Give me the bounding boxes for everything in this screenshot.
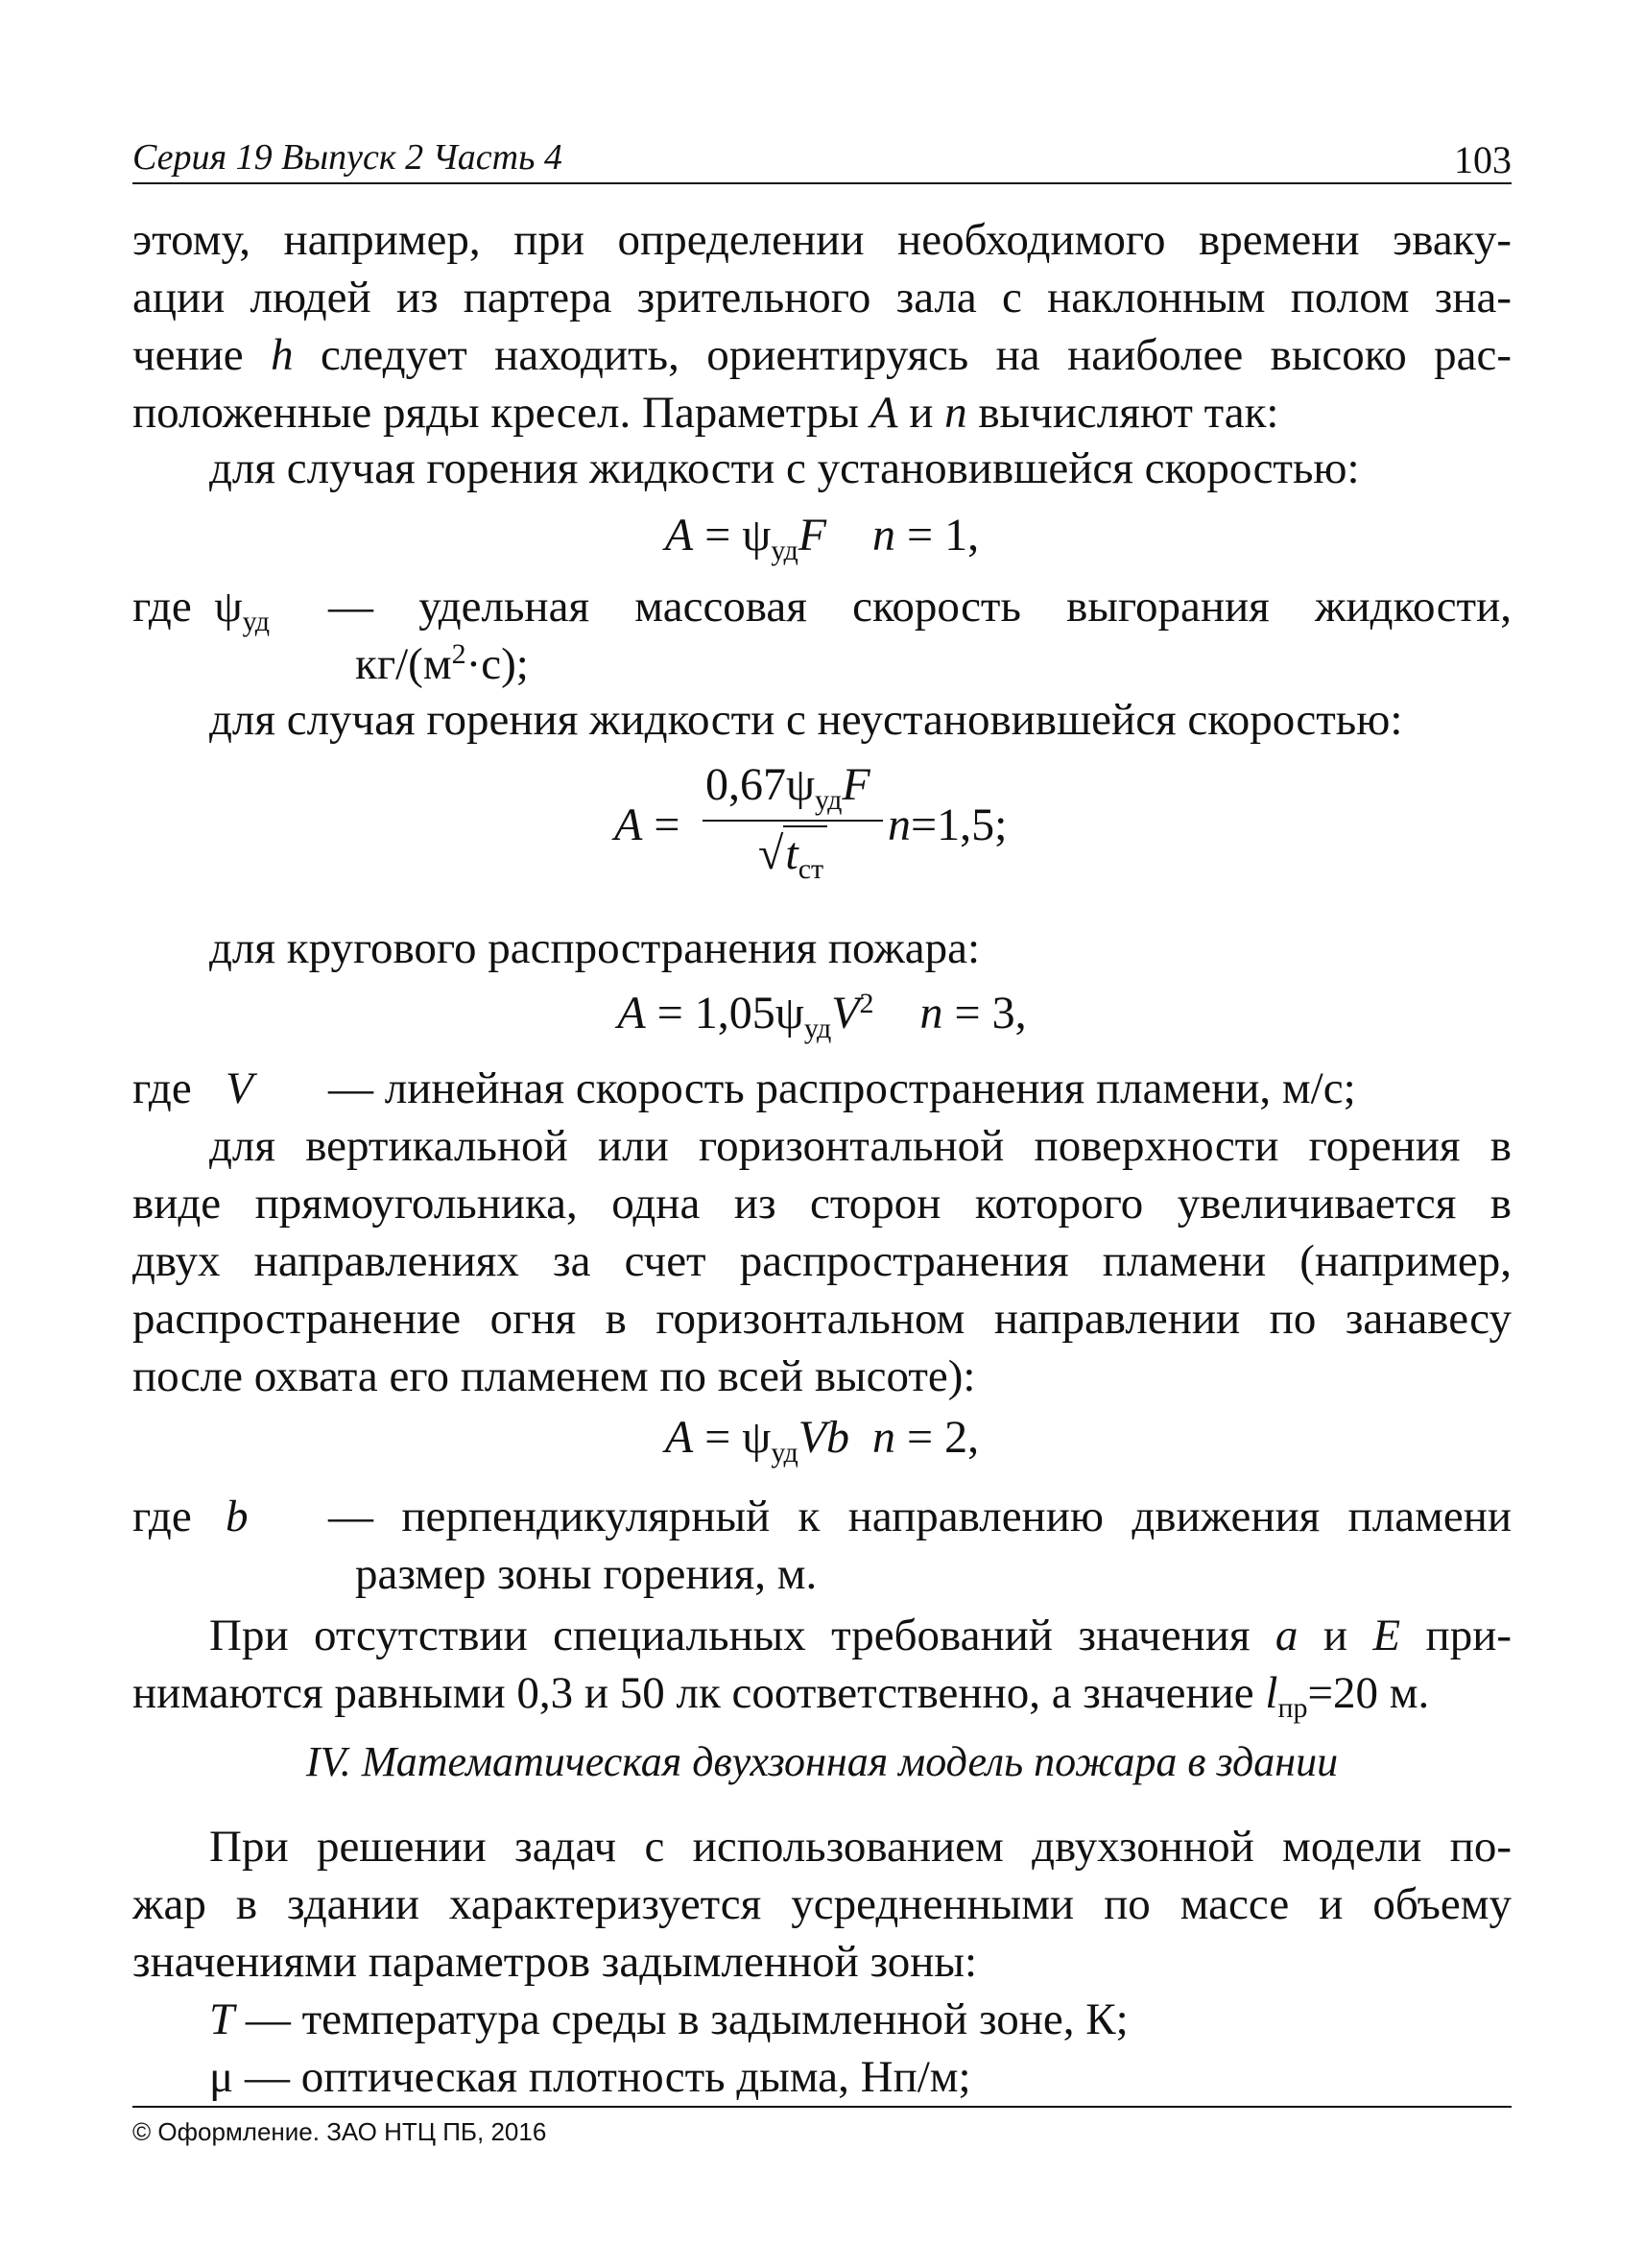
text-line: чение h следует находить, ориентируясь на наиболее высоко рас- bbox=[132, 330, 1513, 380]
definition-T: T — температура среды в задымленной зоне, К; bbox=[209, 1994, 1129, 2044]
text-line: для вертикальной или горизонтальной поверхности горения в bbox=[209, 1121, 1512, 1171]
text-line: При решении задач с использованием двухзонной модели по- bbox=[209, 1822, 1512, 1872]
page-number: 103 bbox=[1454, 138, 1512, 181]
formula-4: $A = \psi_{уд}Vb$ n = 2, bbox=[664, 1412, 980, 1468]
text-line: нимаются равными 0,3 и 50 лк соответственно, а значение $l_{пр}=20$ м. bbox=[132, 1668, 1430, 1724]
where-v-line: где V bbox=[132, 1063, 253, 1113]
where-psi-text: — удельная массовая скорость выгорания жидкости, bbox=[328, 582, 1512, 632]
formula-2: A = $0,67\psi_{уд}F$ $√t_{ст}$ n=1,5; bbox=[614, 759, 1008, 885]
definition-mu: μ — оптическая плотность дыма, Нп/м; bbox=[209, 2052, 971, 2102]
where-psi-line: где $\psi_{уд}$ bbox=[132, 582, 271, 637]
where-b-text-2: размер зоны горения, м. bbox=[355, 1549, 818, 1599]
text-line: ации людей из партера зрительного зала с наклонным полом зна- bbox=[132, 273, 1512, 322]
text-line: этому, например, при определении необходимого времени эваку- bbox=[132, 215, 1512, 265]
where-psi-units: $кг/(м^2\cdot с)$; bbox=[355, 638, 529, 689]
text-line: значениями параметров задымленной зоны: bbox=[132, 1937, 978, 1987]
formula-3: $A = 1,05\psi_{уд}V^2$ n = 3, bbox=[617, 988, 1027, 1044]
text-line: распространение огня в горизонтальном направлении по занавесу bbox=[132, 1294, 1512, 1344]
text-line: для случая горения жидкости с установившейся скоростью: bbox=[209, 443, 1360, 493]
series-title: Серия 19 Выпуск 2 Часть 4 bbox=[132, 137, 562, 178]
text-line: двух направлениях за счет распространения пламени (например, bbox=[132, 1236, 1512, 1286]
section-heading: IV. Математическая двухзонная модель пожара в здании bbox=[305, 1738, 1339, 1785]
text-line: для случая горения жидкости с неустановившейся скоростью: bbox=[209, 695, 1403, 745]
text-line: При отсутствии специальных требований значения a и E при- bbox=[209, 1611, 1513, 1660]
where-b-text: — перпендикулярный к направлению движения пламени bbox=[328, 1492, 1512, 1541]
where-v-text: — линейная скорость распространения пламени, м/с; bbox=[328, 1063, 1356, 1113]
where-b-line: где b bbox=[132, 1492, 249, 1541]
footer-divider bbox=[132, 2106, 1512, 2108]
text-line: положенные ряды кресел. Параметры A и n вычисляют так: bbox=[132, 388, 1279, 438]
text-line: после охвата его пламенем по всей высоте): bbox=[132, 1351, 976, 1401]
text-line: для кругового распространения пожара: bbox=[209, 923, 981, 973]
running-header bbox=[132, 132, 1512, 184]
text-line: виде прямоугольника, одна из сторон которого увеличивается в bbox=[132, 1179, 1512, 1229]
formula-1: $A = \psi_{уд}F$ n = 1, bbox=[664, 510, 980, 566]
copyright-footer: © Оформление. ЗАО НТЦ ПБ, 2016 bbox=[132, 2117, 547, 2146]
text-line: жар в здании характеризуется усредненными по массе и объему bbox=[132, 1879, 1512, 1929]
